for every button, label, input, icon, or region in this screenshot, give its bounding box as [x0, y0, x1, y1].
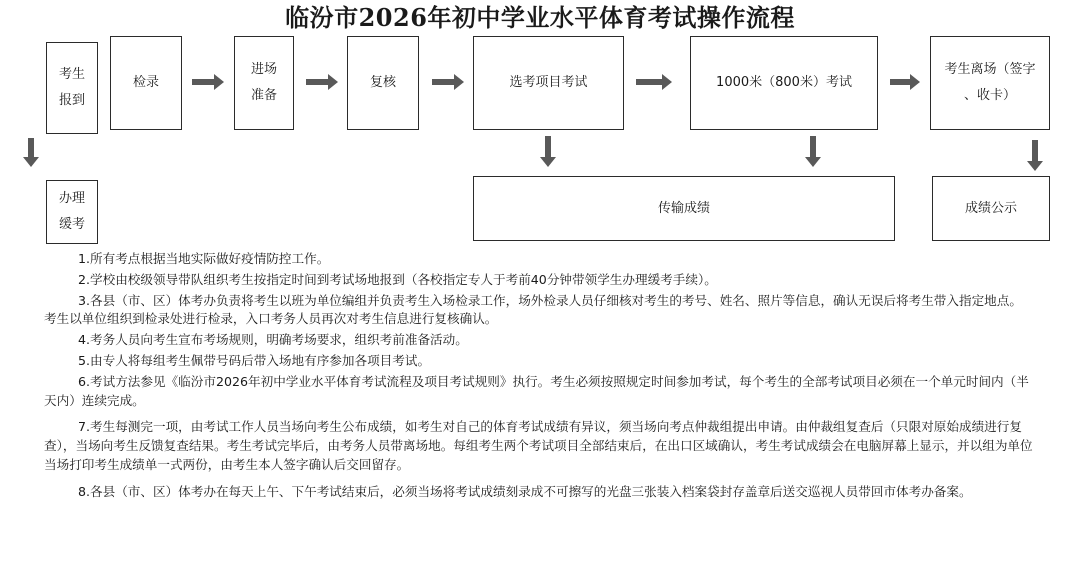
- step-elective-label: 选考项目考试: [509, 75, 588, 90]
- arrow-recheck-elective: [432, 79, 456, 85]
- step-recheck: [347, 36, 419, 130]
- step-report-line2: 报到: [58, 93, 85, 108]
- step-transmit-label: 传输成绩: [657, 200, 710, 216]
- step-elective: [473, 36, 624, 130]
- step-transmit: [473, 176, 895, 241]
- arrow-leave-publish: [1032, 140, 1038, 162]
- page-title: 临汾市2026年初中学业水平体育考试操作流程: [285, 3, 795, 32]
- note-item: 5.由专人将每组考生佩带号码后带入场地有序参加各项目考试。: [78, 352, 431, 368]
- step-check-label: 检录: [132, 75, 159, 90]
- step-defer: [46, 180, 98, 244]
- step-recheck-label: 复核: [369, 75, 396, 90]
- note-item: 2.学校由校级领导带队组织考生按指定时间到考试场地报到（各校指定专人于考前40分钟带领学生办理缓考手续）。: [78, 271, 717, 287]
- step-defer-line2: 缓考: [58, 217, 85, 232]
- step-leave: [930, 36, 1050, 130]
- note-item: 1.所有考点根据当地实际做好疫情防控工作。: [78, 251, 330, 266]
- step-enter-line1: 进场: [250, 62, 277, 77]
- step-enter-line2: 准备: [250, 88, 277, 103]
- arrow-enter-recheck: [306, 79, 330, 85]
- step-run: [690, 36, 878, 130]
- step-report-line1: 考生: [58, 67, 85, 82]
- step-publish-label: 成绩公示: [964, 200, 1017, 216]
- note-item: 3.各县（市、区）体考办负责将考生以班为单位编组并负责考生入场检录工作，场外检录人员仔细核对考生的考号、姓名、照片等信息，确认无误后将考生带入指定地点。考生以单位组织到检录处进行检录，入口考务人员再次对考生信息进行复核确认。: [44, 292, 1022, 327]
- step-publish: [932, 176, 1050, 241]
- note-item: 8.各县（市、区）体考办在每天上午、下午考试结束后，必须当场将考试成绩刻录成不可擦写的光盘三张装入档案袋封存盖章后送交巡视人员带回市体考办备案。: [78, 483, 972, 499]
- step-defer-line1: 办理: [58, 191, 85, 206]
- step-check: [110, 36, 182, 130]
- step-run-label: 1000米（800米）考试: [716, 75, 852, 90]
- step-leave-line2: 、收卡）: [963, 88, 1016, 103]
- step-enter: [234, 36, 294, 130]
- arrow-elective-run: [636, 79, 664, 85]
- arrow-run-leave: [890, 79, 912, 85]
- arrow-check-enter: [192, 79, 216, 85]
- note-item: 6.考试方法参见《临汾市2026年初中学业水平体育考试流程及项目考试规则》执行。考生必须按照规定时间参加考试，每个考生的全部考试项目必须在一个单元时间内（半天内）连续完成。: [44, 373, 1029, 408]
- step-report: [46, 42, 98, 134]
- arrow-run-transmit: [810, 136, 816, 158]
- notes-list: [44, 250, 1034, 504]
- arrow-elective-transmit: [545, 136, 551, 158]
- step-leave-line1: 考生离场（签字: [944, 62, 1036, 77]
- note-item: 7.考生每测完一项，由考试工作人员当场向考生公布成绩，如考生对自己的体育考试成绩有异议，须当场向考点仲裁组提出申请。由仲裁组复查后（只限对原始成绩进行复查），当场向考生反馈复查结果。考生考试完毕后，由考务人员带离场地。每组考生两个考试项目全部结束后，在出口区域确认，考生考试成绩会在电脑屏幕上显示，并以组为单位当场打印考生成绩单一式两份，由考生本人签字确认后交回留存。: [44, 419, 1033, 472]
- arrow-report-defer: [28, 138, 34, 158]
- note-item: 4.考务人员向考生宣布考场规则，明确考场要求，组织考前准备活动。: [78, 332, 468, 348]
